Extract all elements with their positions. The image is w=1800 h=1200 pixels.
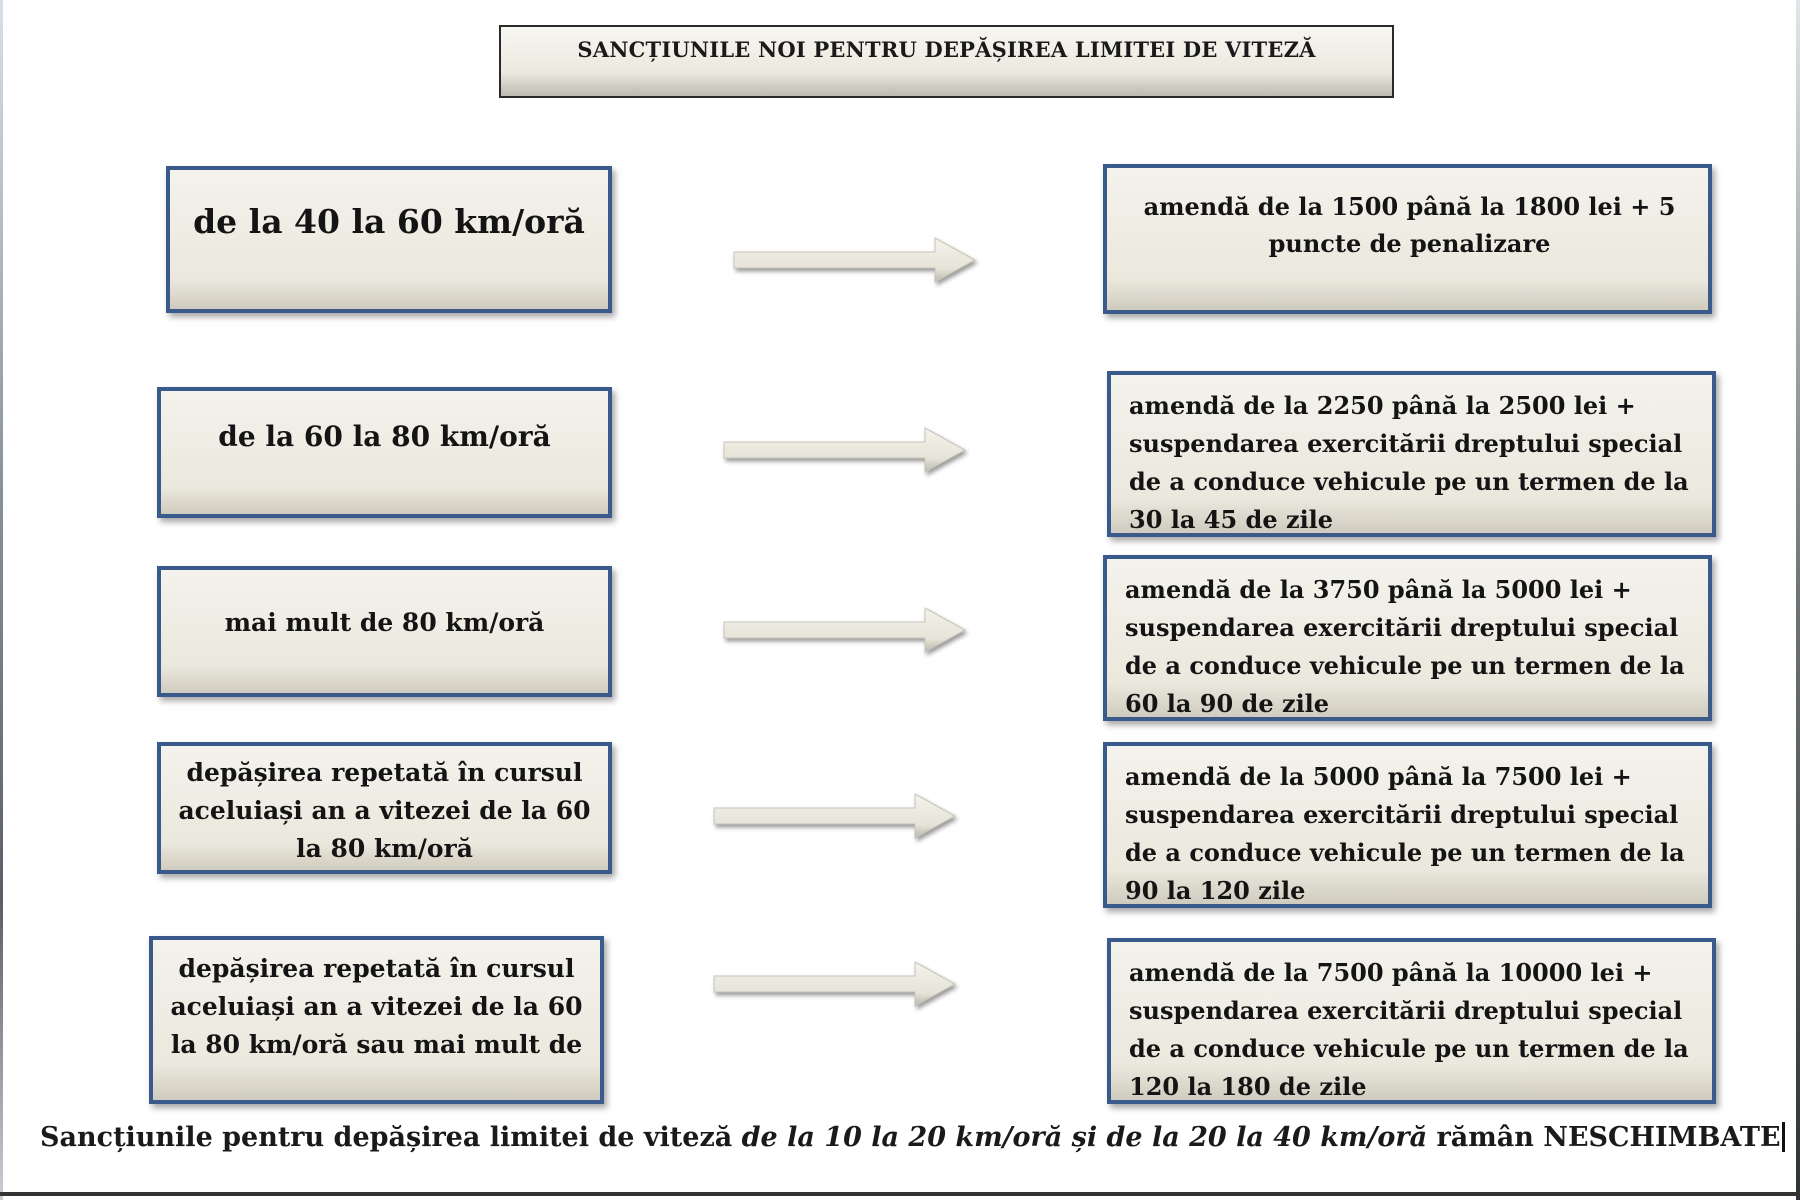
penalty-text-3: amendă de la 3750 până la 5000 lei + suspendarea exercitării dreptului special de a conduce vehicule pe un termen de la 60 la 90 de zile: [1125, 575, 1685, 718]
footer-lead: Sancțiunile pentru depășirea limitei de viteză: [40, 1122, 742, 1153]
footer-note: [40, 1122, 1780, 1153]
penalty-box-4: [1103, 742, 1712, 908]
text-cursor: [1782, 1122, 1785, 1152]
footer-italic: de la 10 la 20 km/oră și de la 20 la 40 km/oră: [741, 1122, 1428, 1153]
penalty-text-4: amendă de la 5000 până la 7500 lei + suspendarea exercitării dreptului special de a conduce vehicule pe un termen de la 90 la 120 zile: [1125, 762, 1685, 905]
arrow-icon: [720, 600, 970, 660]
bottom-rule: [0, 1192, 1800, 1196]
page-left-edge: [0, 0, 3, 1200]
penalty-text-5: amendă de la 7500 până la 10000 lei + suspendarea exercitării dreptului special de a conduce vehicule pe un termen de la 120 la 180 de zile: [1129, 958, 1689, 1101]
condition-text-3: mai mult de 80 km/oră: [224, 608, 545, 637]
condition-text-5: depășirea repetată în cursul aceluiași an a vitezei de la 60 la 80 km/oră sau mai mult de: [170, 954, 583, 1059]
condition-box-1: [166, 166, 612, 313]
penalty-text-2: amendă de la 2250 până la 2500 lei + suspendarea exercitării dreptului special de a conduce vehicule pe un termen de la 30 la 45 de zile: [1129, 391, 1689, 534]
page-right-edge: [1796, 0, 1800, 1200]
condition-box-4: [157, 742, 612, 874]
penalty-box-5: [1107, 938, 1716, 1104]
arrow-icon: [730, 230, 980, 290]
condition-text-4: depășirea repetată în cursul aceluiași an a vitezei de la 60 la 80 km/oră: [178, 758, 591, 863]
condition-box-2: [157, 387, 612, 518]
penalty-box-3: [1103, 555, 1712, 721]
arrow-icon: [710, 786, 960, 846]
penalty-box-1: [1103, 164, 1712, 314]
condition-box-5: [149, 936, 604, 1104]
penalty-text-1: amendă de la 1500 până la 1800 lei + 5 puncte de penalizare: [1143, 192, 1676, 258]
condition-box-3: [157, 566, 612, 697]
footer-tail: rămân NESCHIMBATE: [1427, 1122, 1781, 1153]
arrow-icon: [720, 420, 970, 480]
arrow-icon: [710, 954, 960, 1014]
diagram-title: SANCȚIUNILE NOI PENTRU DEPĂȘIREA LIMITEI DE VITEZĂ: [499, 25, 1394, 98]
penalty-box-2: [1107, 371, 1716, 537]
condition-text-2: de la 60 la 80 km/oră: [218, 420, 551, 453]
condition-text-1: de la 40 la 60 km/oră: [193, 202, 585, 241]
